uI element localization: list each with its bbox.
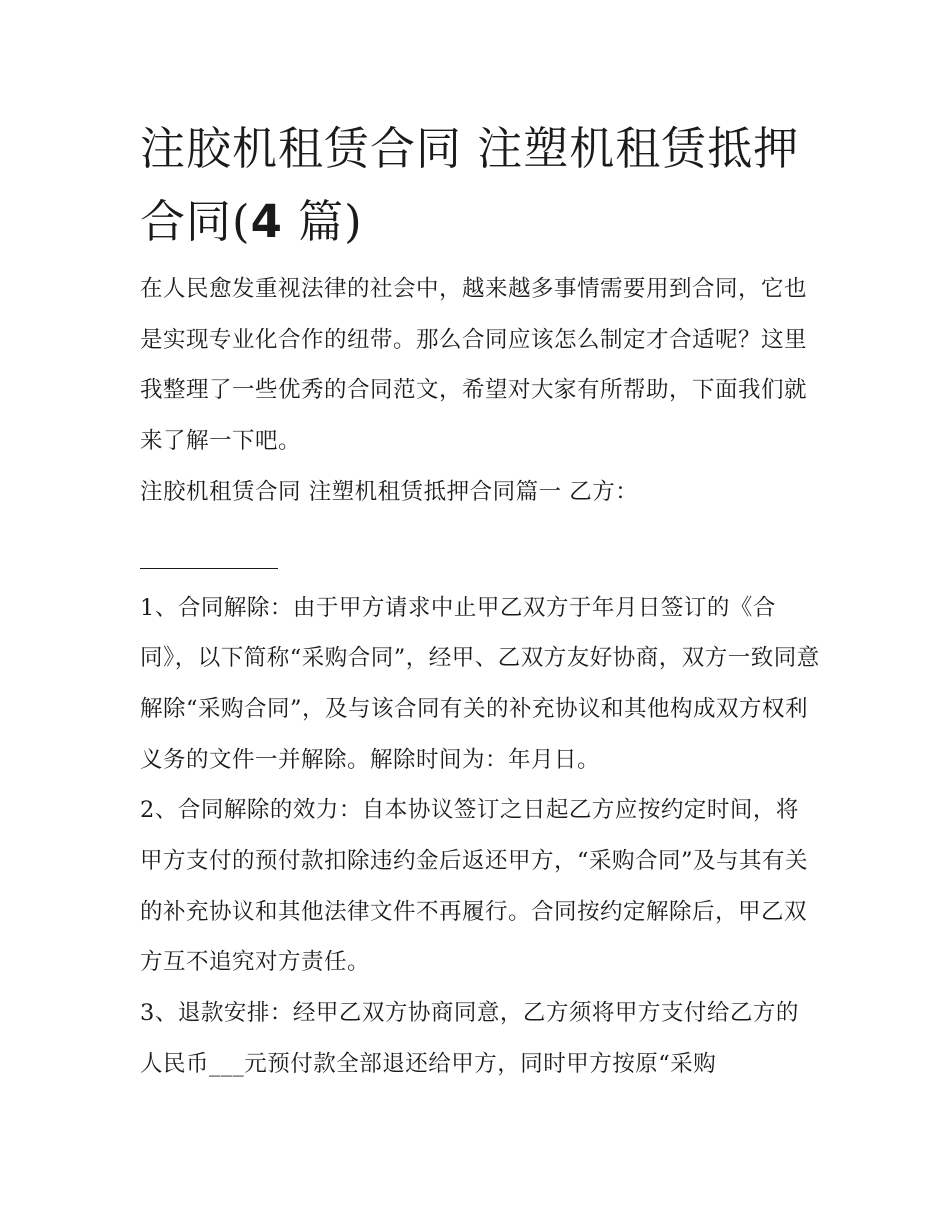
intro-paragraph: 在人民愈发重视法律的社会中，越来越多事情需要用到合同，它也是实现专业化合作的纽带。那么合同应该怎么制定才合适呢？这里我整理了一些优秀的合同范文，希望对大家有所帮助，下面我们就来了解一下吧。 — [140, 276, 808, 455]
title-count: 4 — [250, 195, 283, 248]
title-text-part2: 篇) — [282, 195, 363, 248]
document-title — [140, 112, 820, 258]
document-page — [140, 112, 820, 1090]
clause-3: 3、退款安排：经甲乙双方协商同意，乙方须将甲方支付给乙方的人民币___元预付款全部退还给甲方，同时甲方按原“采购 — [140, 1000, 799, 1077]
signature-blank-line — [140, 518, 278, 569]
clause-2: 2、合同解除的效力：自本协议签订之日起乙方应按约定时间，将甲方支付的预付款扣除违约金后返还甲方，“采购合同”及与其有关的补充协议和其他法律文件不再履行。合同按约定解除后，甲乙双方互不追究对方责任。 — [140, 797, 809, 976]
title-text-part1: 注胶机租赁合同 注塑机租赁抵押合同( — [140, 122, 800, 248]
section-heading: 注胶机租赁合同 注塑机租赁抵押合同篇一 乙方： — [140, 478, 639, 505]
clause-1: 1、合同解除：由于甲方请求中止甲乙双方于年月日签订的《合同》，以下简称“采购合同”，经甲、乙双方友好协商，双方一致同意解除“采购合同”，及与该合同有关的补充协议和其他构成双方权利义务的文件一并解除。解除时间为：年月日。 — [140, 594, 820, 773]
